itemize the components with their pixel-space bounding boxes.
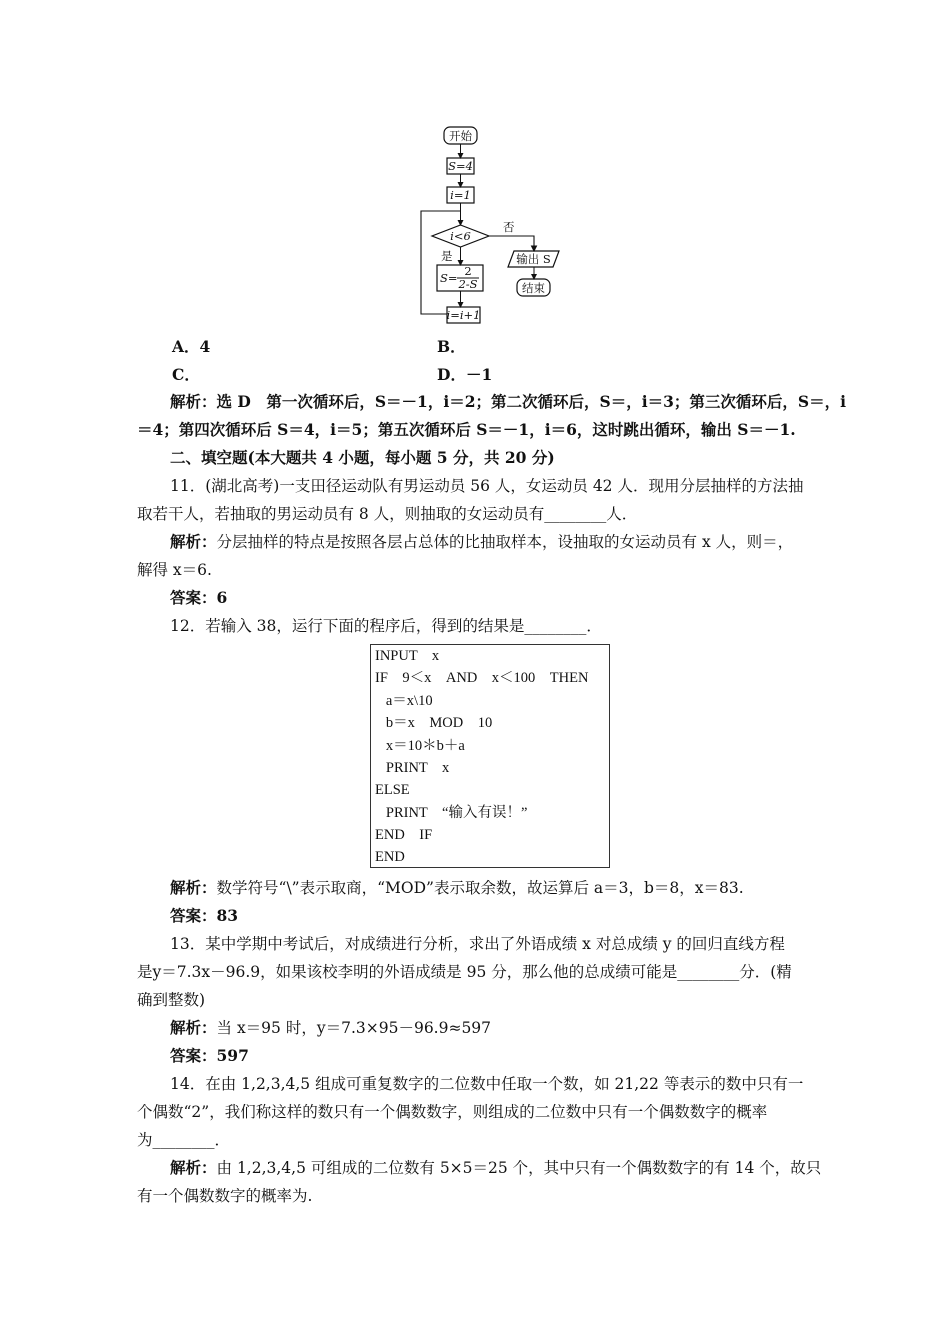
q14-line1: 14．在由 1,2,3,4,5 组成可重复数字的二位数中任取一个数，如 21,22 等表示的数中只有一 xyxy=(170,1075,804,1093)
option-a: A．4 xyxy=(172,337,211,356)
q14-analysis-text: 由 1,2,3,4,5 可组成的二位数有 5×5＝25 个，其中只有一个偶数数字的有 14 个，故只 xyxy=(216,1159,822,1177)
flowchart-diagram xyxy=(415,118,575,333)
flow-condition-text: i<6 xyxy=(450,229,471,243)
q12-analysis-text: 数学符号“\”表示取商，“MOD”表示取余数，故运算后 a＝3，b＝8，x＝83. xyxy=(216,879,744,897)
q12-answer xyxy=(170,906,817,926)
q11-answer-value: 6 xyxy=(216,588,228,607)
option-d: D．－1 xyxy=(437,365,493,384)
q11-line2: 取若干人，若抽取的男运动员有 8 人，则抽取的女运动员有________人． xyxy=(137,505,638,523)
option-c: C． xyxy=(172,365,200,384)
q12-code-line: END xyxy=(375,849,405,865)
q13-line3: 确到整数) xyxy=(137,991,206,1009)
flow-yes-label: 是 xyxy=(441,249,453,263)
q13-line2: 是y＝7.3x－96.9，如果该校李明的外语成绩是 95 分，那么他的总成绩可能是________分．(精 xyxy=(137,963,792,981)
q13-analysis-label: 解析： xyxy=(170,1018,217,1037)
q12-analysis-label: 解析： xyxy=(170,878,217,897)
q13-answer xyxy=(170,1046,817,1066)
q11-answer xyxy=(170,588,817,608)
q12-code-line: PRINT x xyxy=(375,760,450,776)
q10-analysis-text: 选 D 第一次循环后，S＝－1，i＝2；第二次循环后，S＝，i＝3；第三次循环后，S＝，i xyxy=(216,392,846,411)
q10-analysis-label: 解析： xyxy=(170,392,217,411)
flow-start-text: 开始 xyxy=(449,129,472,143)
q12-analysis xyxy=(170,878,817,898)
flow-output-text: 输出 S xyxy=(516,252,551,266)
q13-answer-value: 597 xyxy=(216,1046,249,1065)
flow-s-update-prefix: S= xyxy=(440,271,458,285)
q13-line1: 13．某中学期中考试后，对成绩进行分析，求出了外语成绩 x 对总成绩 y 的回归直线方程 xyxy=(170,935,785,953)
q11-analysis-line2: 解得 x＝6. xyxy=(137,561,212,579)
q13-analysis-text: 当 x＝95 时，y＝7.3×95－96.9≈597 xyxy=(216,1019,492,1037)
q14-analysis-line2: 有一个偶数数字的概率为. xyxy=(137,1187,313,1205)
q14-line2: 个偶数“2”，我们称这样的数只有一个偶数数字，则组成的二位数中只有一个偶数数字的概率 xyxy=(137,1103,768,1121)
q12-code-line: ELSE xyxy=(375,782,410,798)
q12-answer-label: 答案： xyxy=(170,906,217,925)
q12-code-line: INPUT x xyxy=(375,648,440,664)
q14-analysis-line1 xyxy=(170,1158,822,1178)
section-2-heading: 二、填空题(本大题共 4 小题，每小题 5 分，共 20 分) xyxy=(170,448,555,467)
option-b: B． xyxy=(437,337,466,356)
q12-answer-value: 83 xyxy=(216,906,239,925)
flow-i-init-text: i=1 xyxy=(450,188,471,202)
q14-line3: 为________． xyxy=(137,1131,231,1149)
q13-analysis xyxy=(170,1018,817,1038)
q11-answer-label: 答案： xyxy=(170,588,217,607)
q10-analysis-line1 xyxy=(170,392,846,412)
q11-line1: 11．(湖北高考)一支田径运动队有男运动员 56 人，女运动员 42 人．现用分层抽样的方法抽 xyxy=(170,477,804,495)
q12-code-line: x＝10＊b＋a xyxy=(375,738,465,754)
q14-analysis-label: 解析： xyxy=(170,1158,217,1177)
q11-analysis-line1 xyxy=(170,532,817,552)
q12-code-line: a＝x\10 xyxy=(375,693,433,709)
flow-i-update-text: i=i+1 xyxy=(446,308,481,322)
flow-s-update-num: 2 xyxy=(464,264,472,278)
q12-code-line: b＝x MOD 10 xyxy=(375,715,493,731)
q12-code-line: END IF xyxy=(375,827,433,843)
q12-code-line: PRINT “输入有误！” xyxy=(375,805,528,821)
q10-analysis-line2: ＝4；第四次循环后 S＝4，i＝5；第五次循环后 S＝－1，i＝6，这时跳出循环，输出 S＝－1. xyxy=(137,420,796,439)
flow-s-update-den: 2-S xyxy=(458,277,478,291)
flow-s-init-text: S=4 xyxy=(448,159,473,173)
q11-analysis-label: 解析： xyxy=(170,532,217,551)
q13-answer-label: 答案： xyxy=(170,1046,217,1065)
q12-code-line: IF 9＜x AND x＜100 THEN xyxy=(375,670,589,686)
flow-end-text: 结束 xyxy=(522,281,545,295)
q11-analysis-text: 分层抽样的特点是按照各层占总体的比抽取样本，设抽取的女运动员有 x 人，则＝， xyxy=(216,533,794,551)
q12-line1: 12．若输入 38，运行下面的程序后，得到的结果是________． xyxy=(170,617,602,635)
flow-no-label: 否 xyxy=(503,220,515,234)
